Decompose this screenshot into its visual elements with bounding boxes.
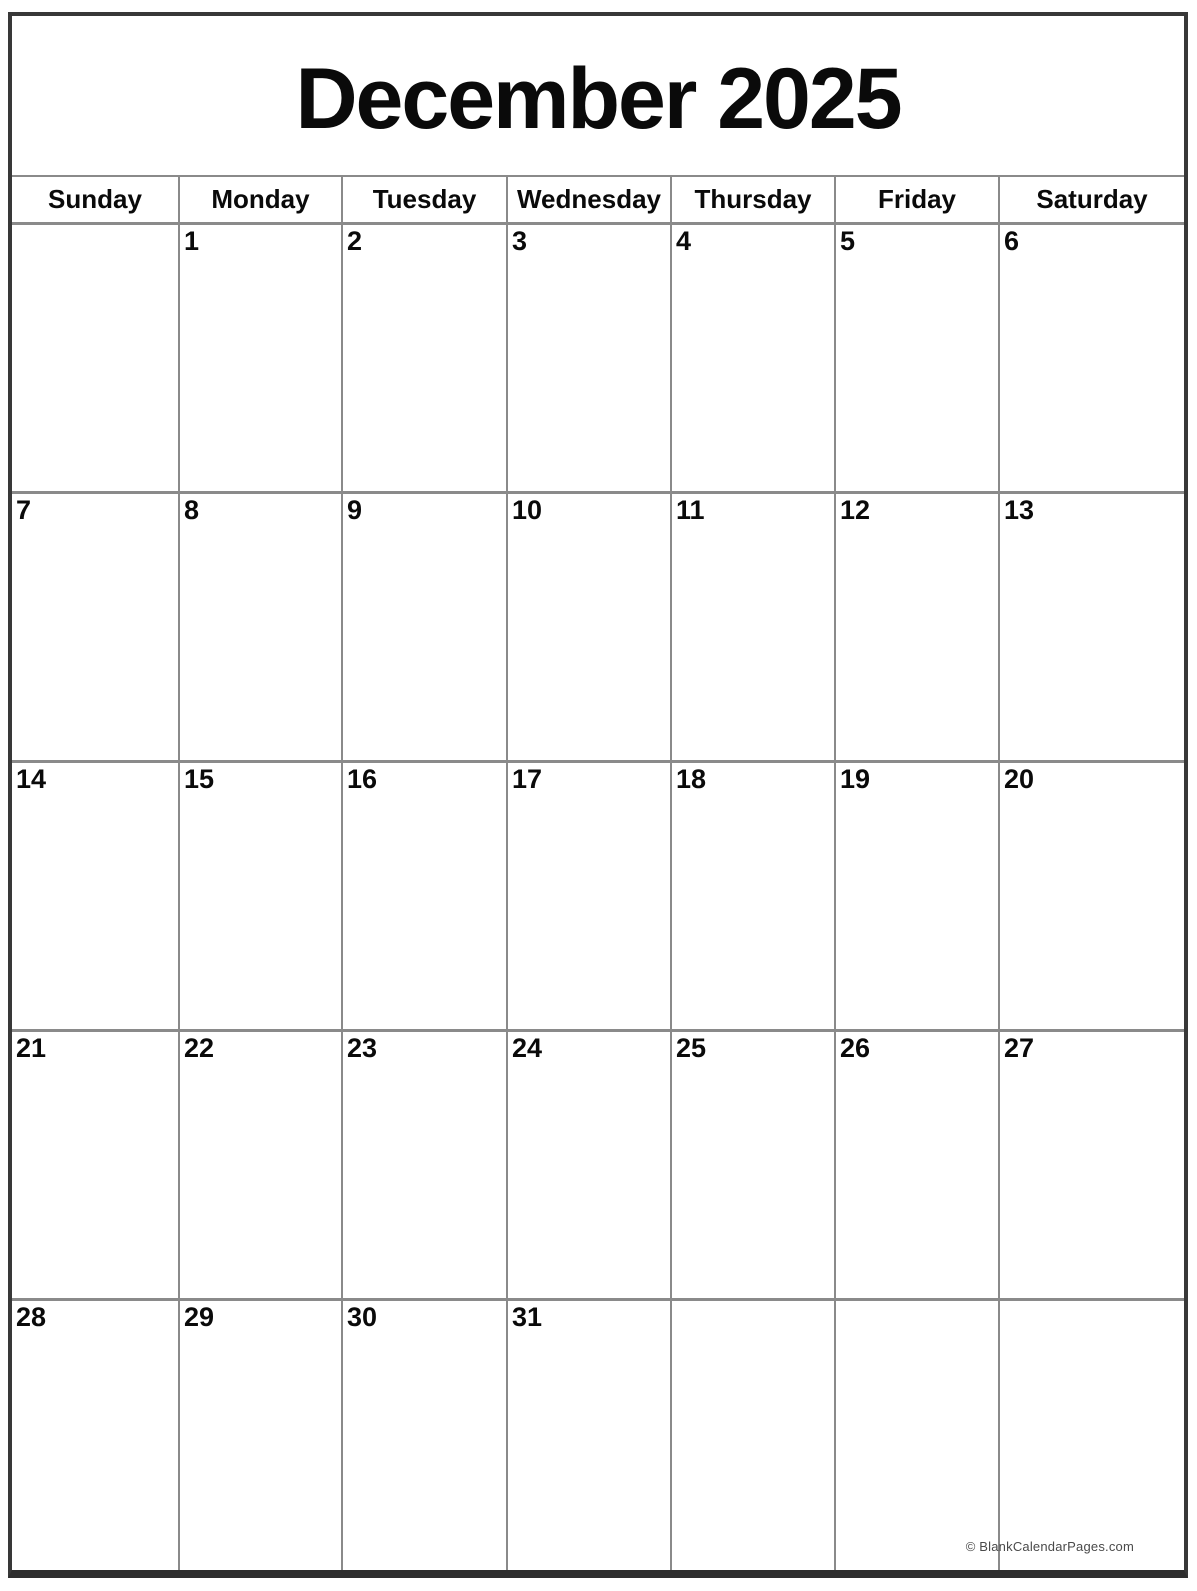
weekday-label: Friday bbox=[877, 184, 957, 214]
date-number: 31 bbox=[512, 1302, 543, 1332]
date-number: 16 bbox=[347, 764, 378, 794]
date-number: 23 bbox=[347, 1033, 378, 1063]
date-number: 17 bbox=[512, 764, 543, 794]
weekday-header-saturday bbox=[1000, 177, 1184, 225]
date-number: 7 bbox=[16, 495, 32, 525]
date-number: 28 bbox=[16, 1302, 47, 1332]
date-number: 24 bbox=[512, 1033, 543, 1063]
day-cell bbox=[836, 494, 1000, 763]
date-number: 9 bbox=[347, 495, 363, 525]
calendar-grid bbox=[12, 175, 1184, 1570]
day-cell bbox=[508, 494, 672, 763]
date-number: 5 bbox=[840, 226, 856, 256]
date-number: 25 bbox=[676, 1033, 707, 1063]
day-cell bbox=[508, 1301, 672, 1570]
day-cell bbox=[672, 225, 836, 494]
weekday-label: Tuesday bbox=[372, 184, 477, 214]
date-number: 30 bbox=[347, 1302, 378, 1332]
day-cell bbox=[672, 494, 836, 763]
date-number: 13 bbox=[1004, 495, 1035, 525]
day-cell bbox=[508, 225, 672, 494]
day-cell bbox=[1000, 494, 1184, 763]
day-cell bbox=[180, 763, 343, 1032]
day-cell bbox=[343, 763, 508, 1032]
day-cell bbox=[508, 1032, 672, 1301]
day-cell bbox=[836, 1032, 1000, 1301]
weekday-header-friday bbox=[836, 177, 1000, 225]
date-number: 15 bbox=[184, 764, 215, 794]
day-cell bbox=[836, 1301, 1000, 1570]
day-cell bbox=[180, 1301, 343, 1570]
copyright-watermark: © BlankCalendarPages.com bbox=[965, 1539, 1134, 1554]
day-cell bbox=[12, 763, 180, 1032]
day-cell bbox=[1000, 225, 1184, 494]
day-cell bbox=[12, 494, 180, 763]
page-title: December 2025 bbox=[295, 50, 901, 147]
day-cell bbox=[672, 1301, 836, 1570]
date-number: 10 bbox=[512, 495, 543, 525]
date-number: 20 bbox=[1004, 764, 1035, 794]
date-number: 3 bbox=[512, 226, 528, 256]
day-cell bbox=[343, 1032, 508, 1301]
day-cell bbox=[343, 494, 508, 763]
day-cell bbox=[180, 1032, 343, 1301]
weekday-label: Sunday bbox=[48, 184, 142, 214]
date-number: 4 bbox=[676, 226, 692, 256]
weekday-label: Thursday bbox=[694, 184, 812, 214]
weekday-header-wednesday bbox=[508, 177, 672, 225]
day-cell bbox=[836, 763, 1000, 1032]
day-cell bbox=[672, 763, 836, 1032]
date-number: 1 bbox=[184, 226, 200, 256]
day-cell bbox=[180, 494, 343, 763]
date-number: 21 bbox=[16, 1033, 47, 1063]
day-cell bbox=[672, 1032, 836, 1301]
date-number: 27 bbox=[1004, 1033, 1035, 1063]
day-cell bbox=[1000, 1301, 1184, 1570]
date-number: 6 bbox=[1004, 226, 1020, 256]
date-number: 8 bbox=[184, 495, 200, 525]
date-number: 26 bbox=[840, 1033, 871, 1063]
day-cell bbox=[1000, 763, 1184, 1032]
weekday-label: Saturday bbox=[1036, 184, 1148, 214]
date-number: 18 bbox=[676, 764, 707, 794]
weekday-header-tuesday bbox=[343, 177, 508, 225]
day-cell bbox=[1000, 1032, 1184, 1301]
weekday-label: Wednesday bbox=[516, 184, 661, 214]
calendar-page bbox=[8, 12, 1188, 1578]
date-number: 11 bbox=[676, 495, 705, 525]
date-number: 29 bbox=[184, 1302, 215, 1332]
day-cell bbox=[508, 763, 672, 1032]
date-number: 2 bbox=[347, 226, 363, 256]
weekday-header-thursday bbox=[672, 177, 836, 225]
date-number: 12 bbox=[840, 495, 871, 525]
title-area bbox=[12, 16, 1184, 175]
weekday-header-monday bbox=[180, 177, 343, 225]
date-number: 19 bbox=[840, 764, 871, 794]
day-cell bbox=[343, 225, 508, 494]
day-cell bbox=[180, 225, 343, 494]
day-cell bbox=[343, 1301, 508, 1570]
date-number: 22 bbox=[184, 1033, 215, 1063]
weekday-header-sunday bbox=[12, 177, 180, 225]
date-number: 14 bbox=[16, 764, 47, 794]
day-cell bbox=[12, 1032, 180, 1301]
day-cell bbox=[836, 225, 1000, 494]
day-cell bbox=[12, 225, 180, 494]
day-cell bbox=[12, 1301, 180, 1570]
weekday-label: Monday bbox=[211, 184, 310, 214]
